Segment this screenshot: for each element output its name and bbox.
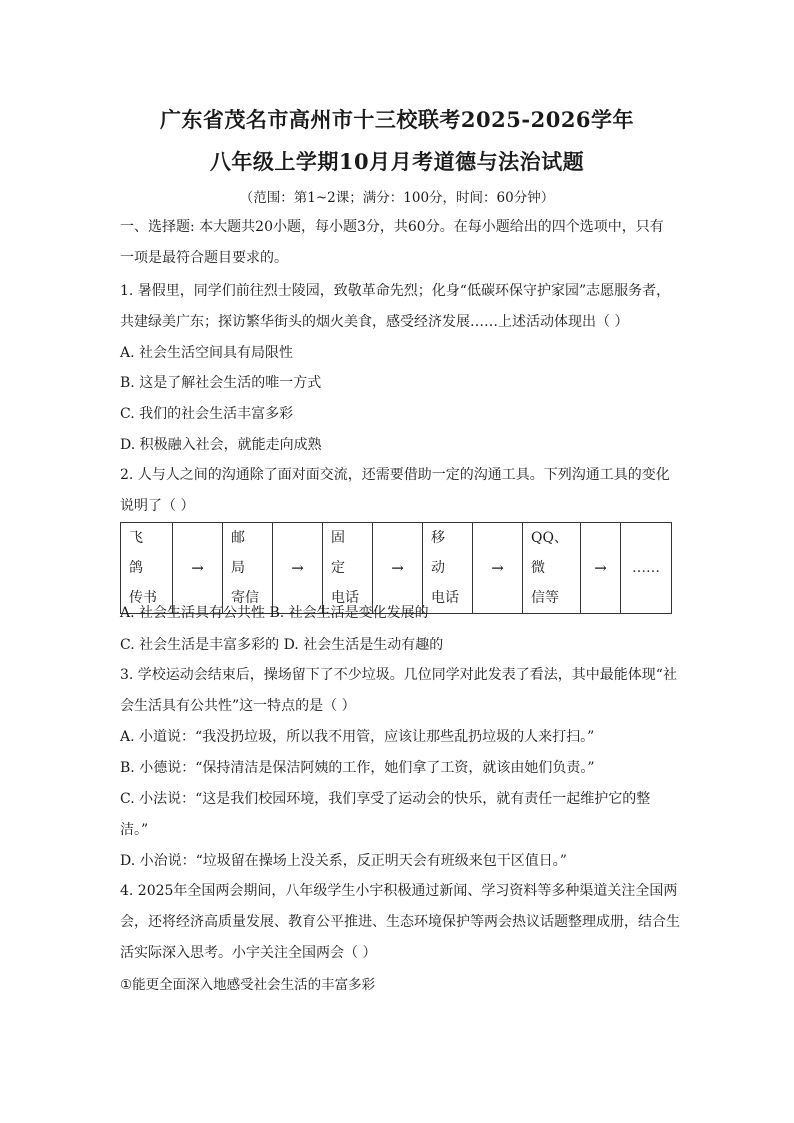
exam-scope-info: （范围：第1~2课；满分：100分，时间：60分钟） (239, 190, 555, 206)
question-3-stem-line-1: 3. 学校运动会结束后，操场留下了不少垃圾。几位同学对此发表了看法，其中最能体现“社 (120, 667, 677, 683)
arrow-cell: → (173, 523, 223, 614)
exam-title-line-2: 八年级上学期10月月考道德与法治试题 (209, 149, 585, 174)
arrow-cell: → (581, 523, 621, 614)
question-3-stem-line-2: 会生活具有公共性”这一特点的是（ ） (120, 698, 356, 714)
question-3-option-d: D. 小治说：“垃圾留在操场上没关系，反正明天会有班级来包干区值日。” (120, 853, 567, 869)
question-2-options-cd: C. 社会生活是丰富多彩的 D. 社会生活是生动有趣的 (120, 637, 444, 653)
question-1-option-b: B. 这是了解社会生活的唯一方式 (120, 375, 322, 391)
question-3-option-c-line-2: 洁。” (120, 822, 149, 838)
question-2-stem-line-2: 说明了（ ） (120, 498, 195, 514)
question-3-option-a: A. 小道说：“我没扔垃圾，所以我不用管，应该让那些乱扔垃圾的人来打扫。” (120, 729, 595, 745)
question-4-stem-line-1: 4. 2025年全国两会期间，八年级学生小宇积极通过新闻、学习资料等多种渠道关注全国两 (120, 883, 678, 899)
question-4-stem-line-3: 活实际深入思考。小宇关注全国两会（ ） (120, 945, 377, 961)
communication-tools-table (120, 522, 672, 614)
tool-cell-pigeon: 飞鸽 传书 (121, 523, 173, 614)
question-1-stem-line-2: 共建绿美广东；探访繁华街头的烟火美食，感受经济发展……上述活动体现出（ ） (120, 314, 629, 330)
question-4-stem-line-2: 会，还将经济高质量发展、教育公平推进、生态环境保护等两会热议话题整理成册，结合生 (120, 914, 680, 930)
question-4-item-1: ①能更全面深入地感受社会生活的丰富多彩 (120, 977, 376, 993)
section-instructions-line-1: 一、选择题: 本大题共20小题，每小题3分，共60分。在每小题给出的四个选项中，只有 (120, 219, 664, 235)
question-1-option-a: A. 社会生活空间具有局限性 (120, 345, 294, 361)
arrow-cell: → (273, 523, 323, 614)
exam-title-line-1: 广东省茂名市高州市十三校联考2025-2026学年 (159, 107, 635, 132)
question-1-option-c: C. 我们的社会生活丰富多彩 (120, 406, 294, 422)
tool-cell-qq-wechat: QQ、微 信等 (523, 523, 581, 614)
tool-cell-mobile: 移动 电话 (423, 523, 473, 614)
arrow-cell: → (373, 523, 423, 614)
question-1-option-d: D. 积极融入社会，就能走向成熟 (120, 437, 322, 453)
question-3-option-c-line-1: C. 小法说：“这是我们校园环境，我们享受了运动会的快乐，就有责任一起维护它的整 (120, 791, 651, 807)
tool-cell-post: 邮局 寄信 (223, 523, 273, 614)
question-2-stem-line-1: 2. 人与人之间的沟通除了面对面交流，还需要借助一定的沟通工具。下列沟通工具的变化 (120, 467, 670, 483)
ellipsis-cell: …… (621, 523, 672, 614)
question-2-options-ab: A. 社会生活具有公共性 B. 社会生活是变化发展的 (120, 605, 429, 621)
question-1-stem-line-1: 1. 暑假里，同学们前往烈士陵园，致敬革命先烈；化身“低碳环保守护家园”志愿服务者， (120, 283, 671, 299)
arrow-cell: → (473, 523, 523, 614)
question-3-option-b: B. 小德说：“保持清洁是保洁阿姨的工作，她们拿了工资，就该由她们负责。” (120, 760, 595, 776)
tool-cell-landline: 固定 电话 (323, 523, 373, 614)
section-instructions-line-2: 一项是最符合题目要求的。 (120, 250, 288, 266)
